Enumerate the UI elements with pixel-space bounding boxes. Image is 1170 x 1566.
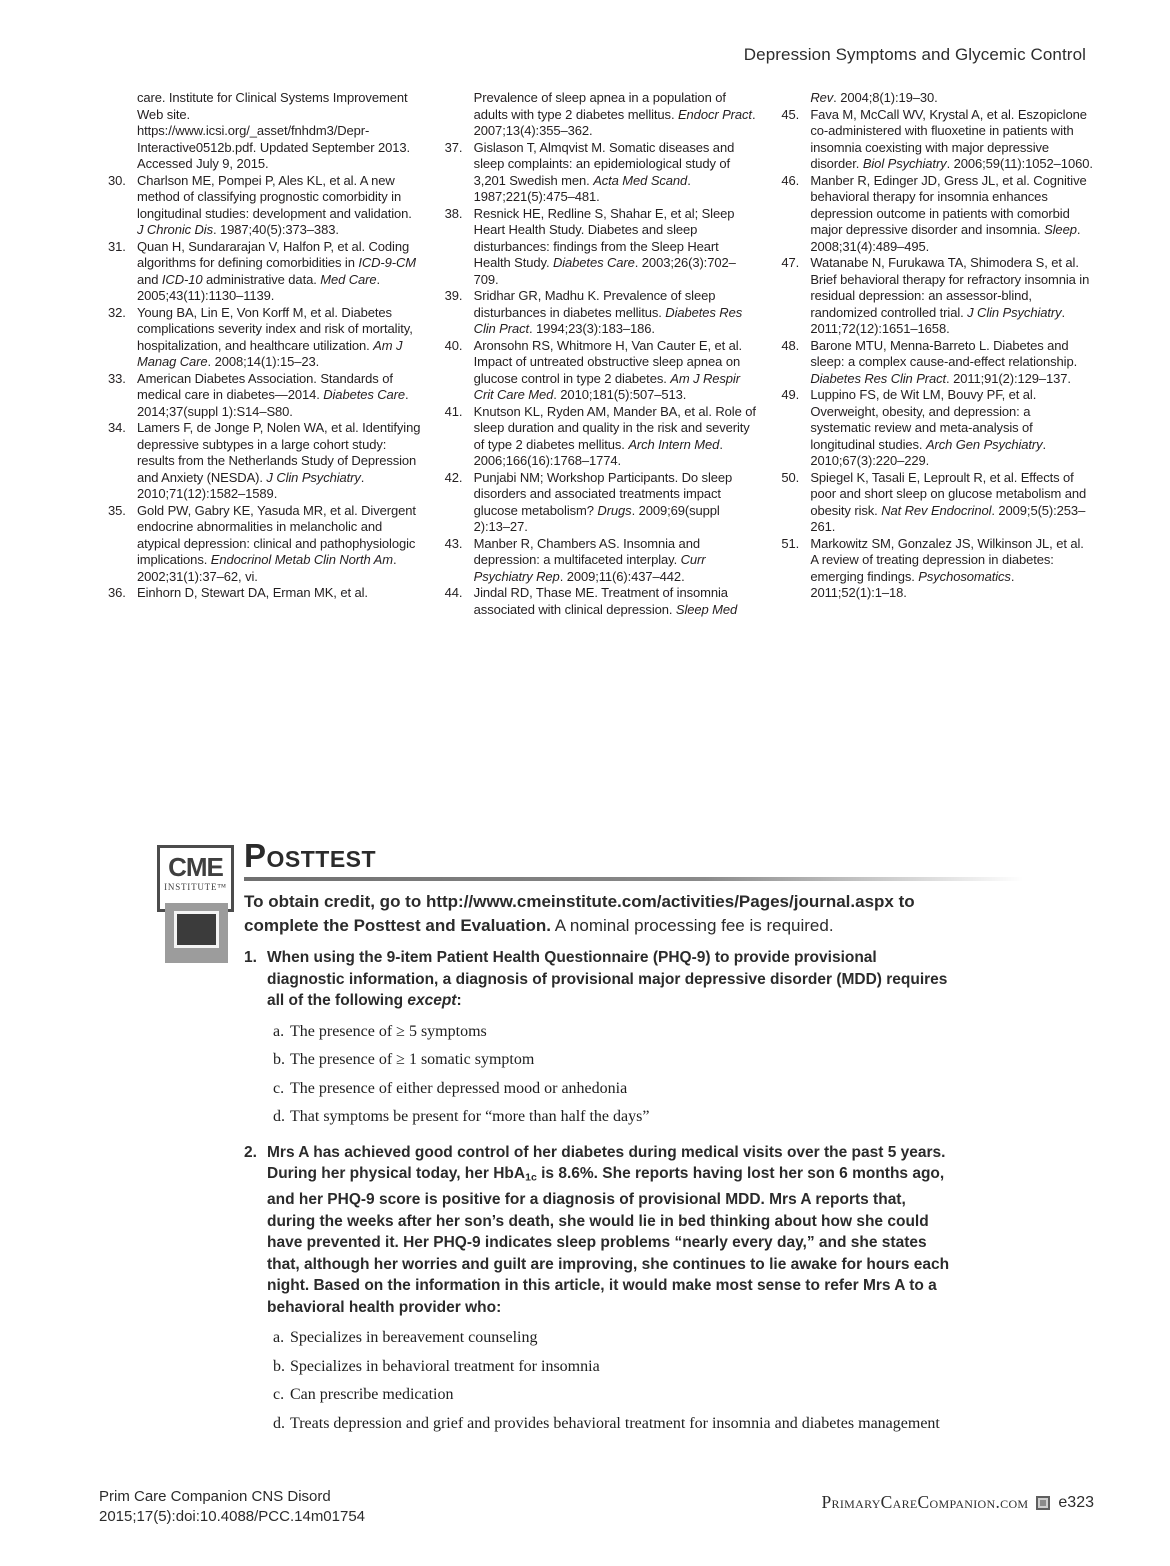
cme-logo-card <box>157 845 234 912</box>
question-options <box>273 1022 950 1127</box>
answer-option <box>273 1357 950 1377</box>
cme-logo-square-icon <box>174 911 219 948</box>
footer-square-icon <box>1036 1496 1050 1510</box>
reference-number: 35. <box>108 502 126 518</box>
answer-option <box>273 1022 950 1042</box>
reference-text: Luppino FS, de Wit LM, Bouvy PF, et al. Overweight, obesity, and depression: a systematic review and meta-analysis of longitudinal studies. Arch Gen Psychiatry. 2010;67(3):220–229. <box>810 387 1047 468</box>
cme-institute-logo <box>152 844 238 966</box>
footer-page-number: e323 <box>1058 1493 1094 1511</box>
reference-item <box>781 387 1094 470</box>
reference-item <box>445 140 758 206</box>
reference-item <box>445 585 758 618</box>
option-letter: a. <box>273 1329 285 1347</box>
reference-item <box>108 239 421 305</box>
instructions-note: A nominal processing fee is required. <box>551 915 834 935</box>
references-column-3 <box>781 90 1094 618</box>
reference-item <box>108 585 421 602</box>
answer-option <box>273 1107 950 1127</box>
reference-item <box>445 470 758 536</box>
reference-number: 44. <box>444 585 463 600</box>
reference-number: 36. <box>108 585 126 600</box>
cme-logo-acronym: CME <box>168 852 223 882</box>
reference-item <box>781 338 1094 388</box>
references-section <box>108 90 1094 618</box>
reference-item <box>445 206 758 289</box>
option-letter: b. <box>273 1357 285 1375</box>
option-letter: a. <box>273 1022 285 1040</box>
option-text: Specializes in bereavement counseling <box>290 1329 538 1347</box>
reference-text: Lamers F, de Jonge P, Nolen WA, et al. Identifying depressive subtypes in a large cohort study: results from the Netherlands Study of Depression and Anxiety (NESDA). J Clin Psychiatry. 2010;71(12):1582–1589. <box>137 420 421 501</box>
reference-number: 46. <box>781 172 800 188</box>
references-column-2 <box>445 90 758 618</box>
question-options <box>273 1328 950 1433</box>
references-column-1 <box>108 90 421 618</box>
reference-number: 40. <box>444 337 463 353</box>
footer-journal-doi: 2015;17(5):doi:10.4088/PCC.14m01754 <box>99 1507 366 1525</box>
reference-text: Fava M, McCall WV, Krystal A, et al. Eszopiclone co-administered with fluoxetine in patients with insomnia coexisting with major depressive disorder. Biol Psychiatry. 2006;59(11):1052–1060. <box>810 106 1093 171</box>
reference-text: Knutson KL, Ryden AM, Mander BA, et al. Role of sleep duration and quality in the risk and severity of type 2 diabetes mellitus. Arch Intern Med. 2006;166(16):1768–1774. <box>473 403 756 468</box>
reference-text: Prevalence of sleep apnea in a population of adults with type 2 diabetes mellitus. Endocr Pract. 2007;13(4):355–362. <box>473 90 756 138</box>
reference-number: 48. <box>781 337 800 353</box>
reference-number: 43. <box>444 535 463 551</box>
answer-option <box>273 1328 950 1348</box>
reference-text: Young BA, Lin E, Von Korff M, et al. Diabetes complications severity index and risk of mortality, hospitalization, and healthcare utilization. Am J Manag Care. 2008;14(1):15–23. <box>137 304 413 369</box>
reference-text: Manber R, Chambers AS. Insomnia and depression: a multifaceted interplay. Curr Psychiatry Rep. 2009;11(6):437–442. <box>473 535 706 584</box>
posttest-divider <box>244 877 1082 881</box>
reference-item <box>445 536 758 586</box>
reference-number: 31. <box>108 238 126 254</box>
reference-number: 50. <box>781 469 800 485</box>
reference-number: 38. <box>444 205 463 221</box>
reference-item <box>108 173 421 239</box>
reference-number: 30. <box>108 172 126 188</box>
cme-logo-emblem <box>165 903 228 963</box>
reference-number: 41. <box>444 403 463 419</box>
option-letter: c. <box>273 1386 285 1404</box>
footer-website: PrimaryCareCompanion.com <box>821 1492 1029 1512</box>
reference-text: Sridhar GR, Madhu K. Prevalence of sleep disturbances in diabetes mellitus. Diabetes Res Clin Pract. 1994;23(3):183–186. <box>473 288 743 336</box>
reference-item <box>781 173 1094 256</box>
reference-item <box>445 288 758 338</box>
reference-item <box>108 420 421 503</box>
reference-item <box>108 90 421 173</box>
reference-text: Gold PW, Gabry KE, Yasuda MR, et al. Divergent endocrine abnormalities in melancholic and atypical depression: clinical and pathophysiologic implications. Endocrinol Metab Clin North Am. 2002;31(1):37–62, vi. <box>137 502 416 584</box>
cme-logo-name: INSTITUTE™ <box>164 882 227 892</box>
reference-number: 32. <box>108 304 126 320</box>
reference-text: Resnick HE, Redline S, Shahar E, et al; Sleep Heart Health Study. Diabetes and sleep disturbances: findings from the Sleep Heart Health Study. Diabetes Care. 2003;26(3):702–709. <box>473 205 736 287</box>
posttest-instructions <box>244 890 950 937</box>
reference-item <box>781 470 1094 536</box>
question-head <box>244 1142 950 1319</box>
answer-option <box>273 1050 950 1070</box>
option-letter: d. <box>273 1414 285 1432</box>
reference-number: 39. <box>444 288 463 303</box>
reference-text: Quan H, Sundararajan V, Halfon P, et al. Coding algorithms for defining comorbidities in ICD-9-CM and ICD-10 administrative data. Med Care. 2005;43(11):1130–1139. <box>137 238 417 303</box>
question-stem: When using the 9-item Patient Health Questionnaire (PHQ-9) to provide provisional diagnostic information, a diagnosis of provisional major depressive disorder (MDD) requires all of the following except: <box>267 949 948 1009</box>
reference-number: 51. <box>781 535 800 551</box>
reference-text: American Diabetes Association. Standards of medical care in diabetes—2014. Diabetes Care. 2014;37(suppl 1):S14–S80. <box>137 370 409 419</box>
option-text: Treats depression and grief and provides behavioral treatment for insomnia and diabetes management <box>290 1414 940 1432</box>
reference-item <box>108 503 421 586</box>
option-text: The presence of either depressed mood or anhedonia <box>290 1079 628 1097</box>
reference-item <box>781 255 1094 338</box>
option-text: The presence of ≥ 1 somatic symptom <box>290 1051 535 1068</box>
reference-item <box>781 90 1094 107</box>
reference-text: Charlson ME, Pompei P, Ales KL, et al. A new method of classifying prognostic comorbidity in longitudinal studies: development and validation. J Chronic Dis. 1987;40(5):373–383. <box>137 172 412 237</box>
reference-text: Spiegel K, Tasali E, Leproult R, et al. Effects of poor and short sleep on glucose metabolism and obesity risk. Nat Rev Endocrinol. 2009;5(5):253–261. <box>810 469 1087 534</box>
reference-item <box>445 90 758 140</box>
reference-text: Punjabi NM; Workshop Participants. Do sleep disorders and associated treatments impact glucose metabolism? Drugs. 2009;69(suppl 2):13–27. <box>473 469 733 534</box>
reference-text: Barone MTU, Menna-Barreto L. Diabetes and sleep: a complex cause-and-effect relationship. Diabetes Res Clin Pract. 2011;91(2):129–137. <box>810 337 1078 386</box>
option-text: Specializes in behavioral treatment for insomnia <box>290 1357 600 1375</box>
reference-number: 42. <box>444 469 463 485</box>
posttest-section <box>150 838 1082 1448</box>
running-head-title: Depression Symptoms and Glycemic Control <box>743 45 1086 64</box>
question-number: 1. <box>244 949 257 966</box>
reference-item <box>108 371 421 421</box>
question-number: 2. <box>244 1143 257 1161</box>
footer-right <box>822 1492 1095 1513</box>
footer-journal-name: Prim Care Companion CNS Disord <box>99 1488 331 1505</box>
reference-item <box>781 536 1094 602</box>
reference-number: 37. <box>444 139 463 155</box>
posttest-question <box>244 1142 950 1434</box>
option-text: Can prescribe medication <box>290 1386 454 1404</box>
reference-text: Markowitz SM, Gonzalez JS, Wilkinson JL, et al. A review of treating depression in diabetes: emerging findings. Psychosomatics. 2011;52(1):1–18. <box>810 535 1084 600</box>
posttest-body <box>244 838 1082 1433</box>
reference-text: Manber R, Edinger JD, Gress JL, et al. Cognitive behavioral therapy for insomnia enhances depression outcome in patients with comorbid major depressive disorder and insomnia. Sleep. 2008;31(4):489–495. <box>810 172 1087 254</box>
posttest-questions <box>244 947 950 1433</box>
reference-text: Einhorn D, Stewart DA, Erman MK, et al. <box>137 585 368 600</box>
option-letter: c. <box>273 1079 285 1097</box>
reference-number: 33. <box>108 370 126 386</box>
reference-text: Jindal RD, Thase ME. Treatment of insomnia associated with clinical depression. Sleep Med <box>473 585 738 617</box>
reference-number: 49. <box>781 387 800 402</box>
instructions-main: To obtain credit, go to http://www.cmeinstitute.com/activities/Pages/journal.aspx to complete the Posttest and Evaluation. <box>244 892 915 935</box>
reference-item <box>781 107 1094 173</box>
answer-option <box>273 1414 950 1434</box>
reference-text: Rev. 2004;8(1):19–30. <box>810 90 938 105</box>
question-stem: Mrs A has achieved good control of her diabetes during medical visits over the past 5 years. During her physical today, her HbA$_{1c}$ is 8.6%. She reports having lost her son 6 months ago, and her PHQ-9 score is positive for a diagnosis of provisional MDD. Mrs A reports that, during the weeks after her son’s death, she would lie in bed thinking about how she could have prevented it. Her PHQ-9 indicates sleep problems “nearly every day,” and she states that, although her worries and guilt are improving, she continues to lie awake for hours each night. Based on the information in this article, it would make most sense to refer Mrs A to a behavioral health provider who: <box>267 1143 950 1316</box>
option-letter: b. <box>273 1051 285 1068</box>
option-text: That symptoms be present for “more than half the days” <box>290 1108 650 1125</box>
reference-text: care. Institute for Clinical Systems Improvement Web site. https://www.icsi.org/_asset/fnhdm3/Depr-Interactive0512b.pdf. Updated September 2013. Accessed July 9, 2015. <box>137 90 411 171</box>
answer-option <box>273 1385 950 1405</box>
reference-number: 34. <box>108 420 126 435</box>
reference-number: 47. <box>781 255 800 270</box>
posttest-title: Posttest <box>244 837 377 874</box>
reference-text: Aronsohn RS, Whitmore H, Van Cauter E, et al. Impact of untreated obstructive sleep apnea on glucose control in type 2 diabetes. Am J Respir Crit Care Med. 2010;181(5):507–513. <box>473 337 743 402</box>
reference-text: Gislason T, Almqvist M. Somatic diseases and sleep complaints: an epidemiological study of 3,201 Swedish men. Acta Med Scand. 1987;221(5):475–481. <box>473 139 735 204</box>
answer-option <box>273 1079 950 1099</box>
reference-text: Watanabe N, Furukawa TA, Shimodera S, et al. Brief behavioral therapy for refractory insomnia in residual depression: an assessor-blind, randomized controlled trial. J Clin Psychiatry. 2011;72(12):1651–1658. <box>810 255 1090 336</box>
option-text: The presence of ≥ 5 symptoms <box>290 1022 487 1040</box>
option-letter: d. <box>273 1108 285 1125</box>
reference-item <box>108 305 421 371</box>
posttest-question <box>244 947 950 1127</box>
footer-citation <box>99 1487 365 1526</box>
reference-item <box>445 404 758 470</box>
reference-number: 45. <box>781 106 800 122</box>
question-head <box>244 947 950 1012</box>
reference-item <box>445 338 758 404</box>
